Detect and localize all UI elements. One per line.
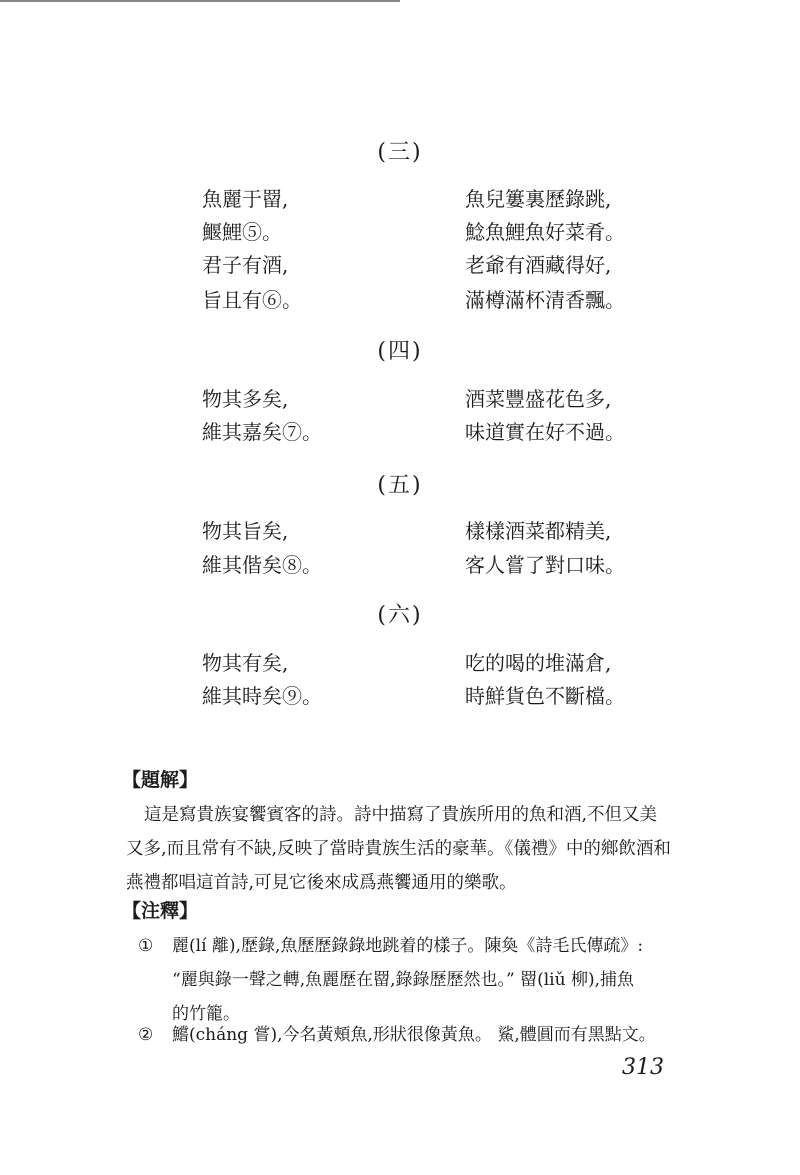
translation-verse-line: 樣樣酒菜都精美, (465, 519, 612, 543)
note-number: ② (138, 1025, 154, 1045)
translation-verse-line: 時鮮貨色不斷檔。 (465, 684, 625, 708)
stanza-heading: (三) (377, 140, 423, 165)
original-verse-line: 旨且有⑥。 (202, 288, 302, 312)
verse-row (0, 680, 800, 710)
original-verse-line: 維其偕矣⑧。 (202, 553, 322, 577)
verse-row (0, 549, 800, 579)
translation-verse-line: 客人嘗了對口味。 (465, 553, 625, 577)
verse-row (0, 383, 800, 413)
translation-verse-line: 滿樽滿杯清香飄。 (465, 288, 625, 312)
verse-row (0, 647, 800, 677)
note-number: ① (138, 936, 154, 956)
original-verse-line: 鰋鯉⑤。 (202, 220, 282, 244)
original-verse-line: 魚麗于罶, (202, 187, 289, 211)
verse-row (0, 249, 800, 279)
explanation-line: 燕禮都唱這首詩,可見它後來成爲燕饗通用的樂歌。 (126, 873, 517, 893)
explanation-line: 又多,而且常有不缺,反映了當時貴族生活的豪華。《儀禮》中的鄉飲酒和 (126, 839, 671, 859)
stanza-heading: (四) (377, 339, 423, 364)
stanza-heading: (五) (377, 473, 423, 498)
original-verse-line: 維其嘉矣⑦。 (202, 420, 322, 444)
notes-heading: 【注釋】 (122, 900, 199, 922)
note-line: 的竹籠。 (172, 1004, 240, 1024)
original-verse-line: 維其時矣⑨。 (202, 684, 322, 708)
top-rule (0, 0, 400, 2)
translation-verse-line: 鯰魚鯉魚好菜肴。 (465, 220, 625, 244)
translation-verse-line: 酒菜豐盛花色多, (465, 387, 612, 411)
translation-verse-line: 老爺有酒藏得好, (465, 253, 612, 277)
note-line: 鱨(cháng 嘗),今名黃頰魚,形狀很像黃魚。 鯊,體圓而有黑點文。 (172, 1025, 656, 1045)
verse-row (0, 416, 800, 446)
original-verse-line: 物其多矣, (202, 387, 289, 411)
verse-row (0, 183, 800, 213)
original-verse-line: 君子有酒, (202, 253, 289, 277)
verse-row (0, 515, 800, 545)
original-verse-line: 物其有矣, (202, 651, 289, 675)
note-line: 麗(lí 離),歷錄,魚歷歷錄錄地跳着的樣子。陳奐《詩毛氏傳疏》: (172, 936, 644, 956)
translation-verse-line: 味道實在好不過。 (465, 420, 625, 444)
original-verse-line: 物其旨矣, (202, 519, 289, 543)
translation-verse-line: 吃的喝的堆滿倉, (465, 651, 612, 675)
note-line: “麗與錄一聲之轉,魚麗歷在罶,錄錄歷歷然也。” 罶(liǔ 柳),捕魚 (172, 970, 634, 990)
page-number: 313 (622, 1055, 664, 1080)
explanation-line: 這是寫貴族宴饗賓客的詩。詩中描寫了貴族所用的魚和酒,不但又美 (144, 805, 658, 825)
verse-row (0, 284, 800, 314)
verse-row (0, 216, 800, 246)
stanza-heading: (六) (377, 603, 423, 628)
translation-verse-line: 魚兒簍裏歷錄跳, (465, 187, 612, 211)
explanation-heading: 【題解】 (122, 769, 199, 791)
